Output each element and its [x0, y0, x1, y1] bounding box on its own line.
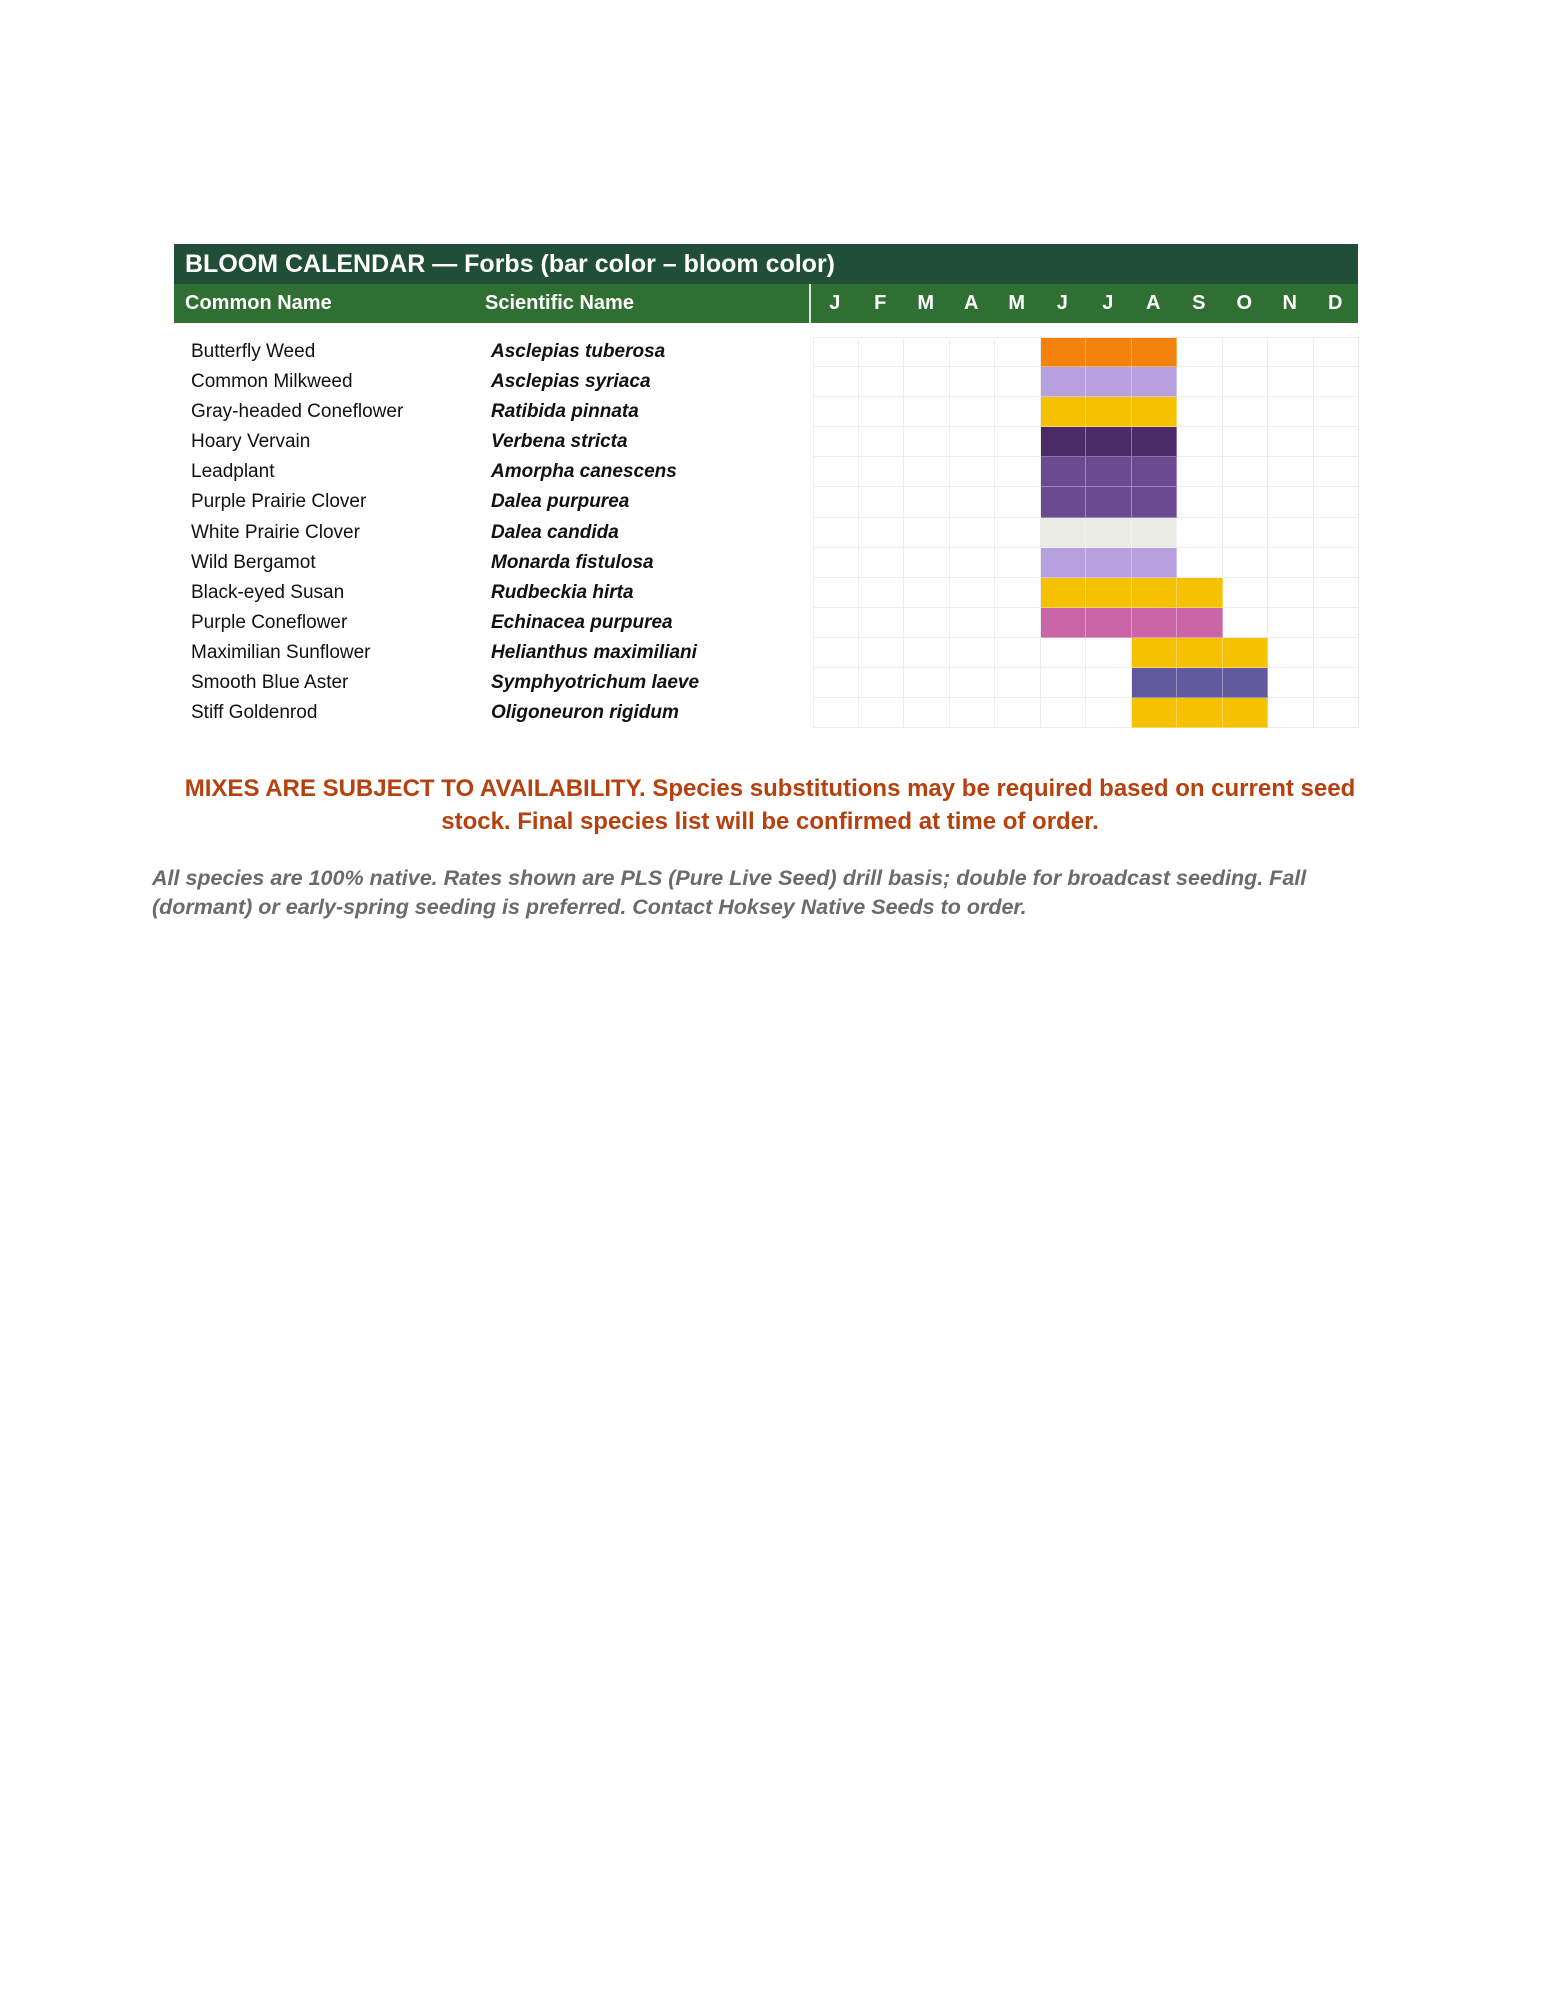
bloom-bar-cell [1086, 548, 1132, 578]
bloom-bar-cell [1041, 548, 1087, 578]
empty-month-cell [1223, 578, 1269, 608]
empty-month-cell [995, 698, 1041, 728]
empty-month-cell [995, 638, 1041, 668]
table-row [174, 457, 1358, 487]
empty-month-cell [1268, 427, 1314, 457]
bloom-bar-cell [1086, 457, 1132, 487]
bloom-bar-cell [1132, 608, 1178, 638]
bloom-bar-cell [1223, 638, 1269, 668]
empty-month-cell [859, 487, 905, 517]
table-row [174, 487, 1358, 517]
bloom-bar-cell [1132, 668, 1178, 698]
empty-month-cell [1314, 487, 1360, 517]
empty-month-cell [1268, 548, 1314, 578]
empty-month-cell [950, 367, 996, 397]
bloom-bar-cell [1086, 337, 1132, 367]
bloom-bar-cell [1177, 698, 1223, 728]
bloom-bar-cell [1041, 367, 1087, 397]
table-row [174, 337, 1358, 367]
bloom-bar-cell [1177, 638, 1223, 668]
empty-month-cell [859, 337, 905, 367]
empty-month-cell [950, 668, 996, 698]
empty-month-cell [995, 668, 1041, 698]
empty-month-cell [1177, 518, 1223, 548]
empty-month-cell [995, 487, 1041, 517]
empty-month-cell [1086, 638, 1132, 668]
common-name: Purple Coneflower [191, 611, 348, 633]
bloom-grid [813, 668, 1359, 698]
bloom-grid [813, 457, 1359, 487]
bloom-bar-cell [1132, 638, 1178, 668]
bloom-grid [813, 608, 1359, 638]
empty-month-cell [1314, 337, 1360, 367]
calendar-header [174, 284, 1358, 323]
table-row [174, 548, 1358, 578]
empty-month-cell [995, 397, 1041, 427]
empty-month-cell [859, 457, 905, 487]
empty-month-cell [813, 337, 859, 367]
empty-month-cell [1314, 548, 1360, 578]
empty-month-cell [813, 668, 859, 698]
empty-month-cell [1268, 578, 1314, 608]
empty-month-cell [995, 518, 1041, 548]
bloom-bar-cell [1086, 397, 1132, 427]
empty-month-cell [1314, 608, 1360, 638]
empty-month-cell [1314, 638, 1360, 668]
month-header: F [874, 292, 887, 314]
month-header: M [917, 292, 935, 314]
empty-month-cell [904, 548, 950, 578]
empty-month-cell [1314, 367, 1360, 397]
empty-month-cell [904, 397, 950, 427]
empty-month-cell [813, 457, 859, 487]
empty-month-cell [1314, 397, 1360, 427]
empty-month-cell [813, 397, 859, 427]
species-rows [174, 337, 1358, 728]
empty-month-cell [1086, 698, 1132, 728]
table-row [174, 698, 1358, 728]
bloom-bar-cell [1086, 487, 1132, 517]
empty-month-cell [950, 608, 996, 638]
empty-month-cell [904, 457, 950, 487]
scientific-name: Symphyotrichum laeve [491, 672, 700, 694]
bloom-bar-cell [1132, 397, 1178, 427]
empty-month-cell [1177, 367, 1223, 397]
empty-month-cell [1314, 668, 1360, 698]
month-header: D [1328, 292, 1343, 314]
common-name: Hoary Vervain [191, 431, 311, 453]
empty-month-cell [1268, 337, 1314, 367]
empty-month-cell [859, 638, 905, 668]
bloom-bar-cell [1086, 608, 1132, 638]
empty-month-cell [813, 608, 859, 638]
empty-month-cell [1223, 397, 1269, 427]
empty-month-cell [995, 548, 1041, 578]
month-headers [812, 284, 1358, 323]
empty-month-cell [1268, 487, 1314, 517]
month-header: A [964, 292, 979, 314]
empty-month-cell [1223, 457, 1269, 487]
common-name: Maximilian Sunflower [191, 641, 371, 663]
common-name: White Prairie Clover [191, 521, 360, 543]
empty-month-cell [813, 698, 859, 728]
bloom-bar-cell [1132, 518, 1178, 548]
bloom-calendar [174, 244, 1358, 728]
empty-month-cell [950, 638, 996, 668]
bloom-bar-cell [1041, 457, 1087, 487]
empty-month-cell [995, 608, 1041, 638]
common-name: Leadplant [191, 461, 275, 483]
scientific-name: Monarda fistulosa [491, 551, 654, 573]
empty-month-cell [904, 668, 950, 698]
empty-month-cell [950, 518, 996, 548]
empty-month-cell [813, 427, 859, 457]
common-name: Wild Bergamot [191, 551, 316, 573]
empty-month-cell [859, 548, 905, 578]
bloom-bar-cell [1132, 457, 1178, 487]
empty-month-cell [1223, 487, 1269, 517]
empty-month-cell [1177, 397, 1223, 427]
table-row [174, 518, 1358, 548]
bloom-bar-cell [1041, 397, 1087, 427]
empty-month-cell [813, 487, 859, 517]
empty-month-cell [1314, 578, 1360, 608]
bloom-bar-cell [1132, 367, 1178, 397]
empty-month-cell [1041, 668, 1087, 698]
month-header: A [1146, 292, 1161, 314]
month-header: J [1056, 292, 1068, 314]
empty-month-cell [995, 457, 1041, 487]
empty-month-cell [859, 698, 905, 728]
empty-month-cell [995, 427, 1041, 457]
empty-month-cell [859, 518, 905, 548]
bloom-bar-cell [1132, 548, 1178, 578]
scientific-name: Asclepias syriaca [491, 371, 651, 393]
empty-month-cell [1223, 427, 1269, 457]
empty-month-cell [904, 578, 950, 608]
empty-month-cell [859, 367, 905, 397]
empty-month-cell [904, 698, 950, 728]
bloom-grid [813, 548, 1359, 578]
empty-month-cell [950, 457, 996, 487]
empty-month-cell [1268, 668, 1314, 698]
empty-month-cell [1041, 698, 1087, 728]
scientific-name: Ratibida pinnata [491, 401, 639, 423]
bloom-grid [813, 337, 1359, 367]
empty-month-cell [950, 397, 996, 427]
empty-month-cell [950, 578, 996, 608]
table-row [174, 578, 1358, 608]
column-header-common-name: Common Name [185, 292, 332, 314]
bloom-bar-cell [1223, 668, 1269, 698]
empty-month-cell [904, 487, 950, 517]
scientific-name: Oligoneuron rigidum [491, 702, 679, 724]
empty-month-cell [1223, 548, 1269, 578]
empty-month-cell [859, 578, 905, 608]
common-name: Black-eyed Susan [191, 581, 345, 603]
bloom-bar-cell [1041, 608, 1087, 638]
empty-month-cell [904, 367, 950, 397]
bloom-bar-cell [1086, 427, 1132, 457]
table-row [174, 427, 1358, 457]
empty-month-cell [1268, 367, 1314, 397]
month-header: M [1008, 292, 1026, 314]
empty-month-cell [950, 698, 996, 728]
empty-month-cell [904, 518, 950, 548]
empty-month-cell [813, 638, 859, 668]
bloom-bar-cell [1177, 608, 1223, 638]
table-row [174, 367, 1358, 397]
empty-month-cell [1314, 427, 1360, 457]
empty-month-cell [1177, 487, 1223, 517]
bloom-bar-cell [1041, 578, 1087, 608]
bloom-bar-cell [1041, 518, 1087, 548]
bloom-bar-cell [1086, 578, 1132, 608]
scientific-name: Dalea candida [491, 521, 619, 543]
empty-month-cell [1314, 698, 1360, 728]
common-name: Gray-headed Coneflower [191, 401, 404, 423]
month-header: J [829, 292, 841, 314]
scientific-name: Verbena stricta [491, 431, 628, 453]
bloom-bar-cell [1041, 427, 1087, 457]
bloom-grid [813, 367, 1359, 397]
bloom-bar-cell [1132, 337, 1178, 367]
bloom-bar-cell [1086, 367, 1132, 397]
bloom-grid [813, 638, 1359, 668]
empty-month-cell [813, 367, 859, 397]
empty-month-cell [1223, 337, 1269, 367]
empty-month-cell [1268, 457, 1314, 487]
common-name: Stiff Goldenrod [191, 702, 318, 724]
bloom-grid [813, 578, 1359, 608]
empty-month-cell [904, 337, 950, 367]
scientific-name: Echinacea purpurea [491, 611, 673, 633]
empty-month-cell [859, 668, 905, 698]
common-name: Purple Prairie Clover [191, 491, 367, 513]
table-row [174, 638, 1358, 668]
empty-month-cell [904, 608, 950, 638]
empty-month-cell [950, 548, 996, 578]
availability-notice: MIXES ARE SUBJECT TO AVAILABILITY. Species substitutions may be required based on current seed stock. Final species list will be confirmed at time of order. [184, 775, 1356, 835]
month-header: J [1102, 292, 1114, 314]
bloom-bar-cell [1132, 487, 1178, 517]
empty-month-cell [1086, 668, 1132, 698]
empty-month-cell [1314, 518, 1360, 548]
common-name: Smooth Blue Aster [191, 672, 349, 694]
empty-month-cell [813, 548, 859, 578]
bloom-bar-cell [1132, 698, 1178, 728]
scientific-name: Rudbeckia hirta [491, 581, 634, 603]
empty-month-cell [1223, 367, 1269, 397]
bloom-bar-cell [1041, 337, 1087, 367]
empty-month-cell [950, 337, 996, 367]
empty-month-cell [904, 427, 950, 457]
scientific-name: Amorpha canescens [491, 461, 677, 483]
bloom-bar-cell [1132, 427, 1178, 457]
empty-month-cell [1177, 457, 1223, 487]
bloom-bar-cell [1086, 518, 1132, 548]
calendar-title: BLOOM CALENDAR — Forbs (bar color – bloom color) [174, 244, 1358, 284]
empty-month-cell [950, 427, 996, 457]
empty-month-cell [995, 578, 1041, 608]
table-row [174, 608, 1358, 638]
empty-month-cell [1268, 518, 1314, 548]
empty-month-cell [859, 397, 905, 427]
bloom-bar-cell [1132, 578, 1178, 608]
bloom-grid [813, 397, 1359, 427]
header-divider [809, 284, 811, 323]
month-header: N [1282, 292, 1297, 314]
empty-month-cell [813, 518, 859, 548]
scientific-name: Asclepias tuberosa [491, 341, 666, 362]
empty-month-cell [1268, 608, 1314, 638]
bloom-grid [813, 487, 1359, 517]
bloom-grid [813, 427, 1359, 457]
scientific-name: Helianthus maximiliani [491, 641, 697, 663]
month-header: S [1192, 292, 1206, 314]
empty-month-cell [813, 578, 859, 608]
empty-month-cell [950, 487, 996, 517]
common-name: Butterfly Weed [191, 341, 316, 362]
empty-month-cell [904, 638, 950, 668]
bloom-grid [813, 698, 1359, 728]
empty-month-cell [859, 427, 905, 457]
bloom-bar-cell [1177, 578, 1223, 608]
empty-month-cell [1268, 638, 1314, 668]
column-header-scientific-name: Scientific Name [485, 292, 634, 314]
seeding-footnote: All species are 100% native. Rates shown are PLS (Pure Live Seed) drill basis; double for broadcast seeding. Fall (dormant) or early-spring seeding is preferred. Contact Hoksey Native Seeds to order. [152, 866, 1307, 919]
month-header: O [1236, 292, 1253, 314]
bloom-bar-cell [1223, 698, 1269, 728]
table-row [174, 397, 1358, 427]
empty-month-cell [1223, 608, 1269, 638]
empty-month-cell [1177, 337, 1223, 367]
bloom-grid [813, 518, 1359, 548]
table-row [174, 668, 1358, 698]
empty-month-cell [859, 608, 905, 638]
empty-month-cell [1223, 518, 1269, 548]
empty-month-cell [1177, 427, 1223, 457]
empty-month-cell [995, 337, 1041, 367]
bloom-bar-cell [1177, 668, 1223, 698]
empty-month-cell [1268, 698, 1314, 728]
common-name: Common Milkweed [191, 371, 353, 393]
empty-month-cell [1268, 397, 1314, 427]
empty-month-cell [1314, 457, 1360, 487]
empty-month-cell [1177, 548, 1223, 578]
empty-month-cell [995, 367, 1041, 397]
empty-month-cell [1041, 638, 1087, 668]
scientific-name: Dalea purpurea [491, 491, 630, 513]
bloom-bar-cell [1041, 487, 1087, 517]
